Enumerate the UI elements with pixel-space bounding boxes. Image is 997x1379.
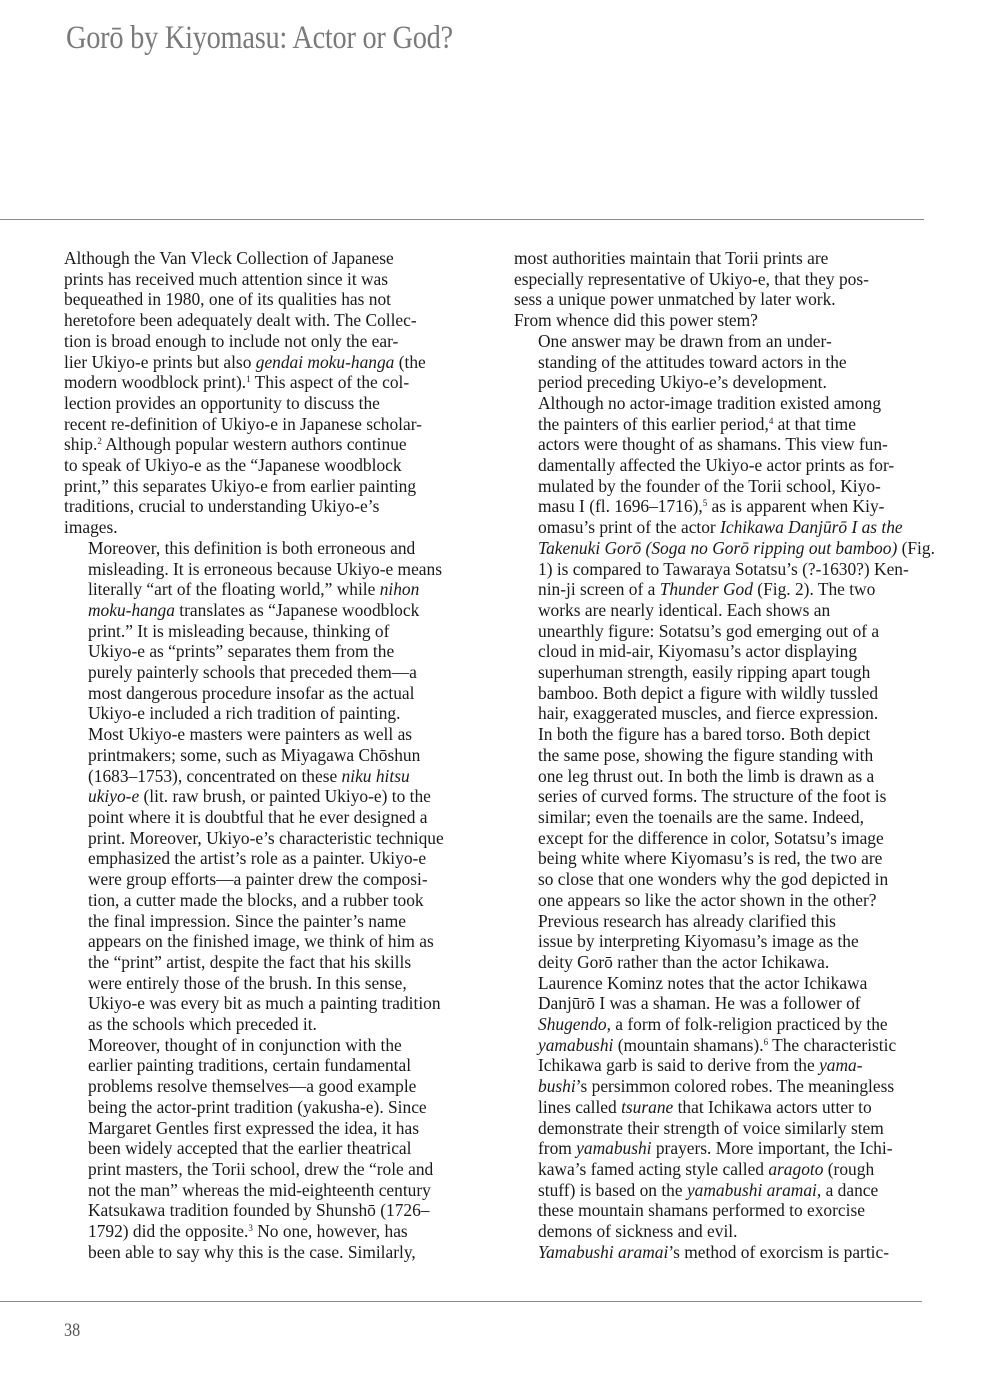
text-line: masu I (fl. 1696–1716),$^5$ as is apparent when Kiy- — [538, 496, 885, 517]
text-line: In both the figure has a bared torso. Both depict — [538, 724, 871, 745]
text-line: works are nearly identical. Each shows an — [538, 599, 831, 620]
text-line: lier Ukiyo-e prints but also gendai moku-hanga (the — [64, 351, 426, 372]
text-line: kawa’s famed acting style called aragoto (rough — [538, 1158, 875, 1179]
text-line: earlier painting traditions, certain fundamental — [88, 1055, 412, 1076]
page-number: 38 — [64, 1320, 81, 1341]
text-line: lection provides an opportunity to discuss the — [64, 392, 380, 413]
text-line: Yamabushi aramai’s method of exorcism is partic- — [538, 1241, 890, 1262]
text-line: point where it is doubtful that he ever designed a — [88, 806, 428, 827]
text-line: Ukiyo-e was every bit as much a painting tradition — [88, 993, 441, 1014]
text-line: Although no actor-image tradition existed among — [538, 392, 882, 413]
text-line: nin-ji screen of a Thunder God (Fig. 2). The two — [538, 579, 876, 600]
text-line: Moreover, thought of in conjunction with the — [88, 1034, 402, 1055]
paragraph — [514, 248, 924, 331]
right-text-column — [514, 248, 935, 1262]
text-line: print.” It is misleading because, thinking of — [88, 620, 390, 641]
text-line: print masters, the Torii school, drew the “role and — [88, 1158, 434, 1179]
text-line: purely painterly schools that preceded them—a — [88, 662, 417, 683]
paragraph — [514, 911, 924, 1242]
text-line: similar; even the toenails are the same. Indeed, — [538, 806, 864, 827]
text-line: stuff) is based on the yamabushi aramai, a dance — [538, 1179, 879, 1200]
text-line: bamboo. Both depict a figure with wildly tussled — [538, 682, 879, 703]
paragraph — [64, 1035, 474, 1263]
text-line: Laurence Kominz notes that the actor Ichikawa — [538, 972, 868, 993]
text-line: (1683–1753), concentrated on these niku hitsu — [88, 765, 410, 786]
left-text-column — [64, 248, 474, 1262]
text-line: recent re-definition of Ukiyo-e in Japanese scholar- — [64, 413, 422, 434]
text-line: mulated by the founder of the Torii school, Kiyo- — [538, 475, 881, 496]
text-line: Previous research has already clarified this — [538, 910, 836, 931]
text-line: Takenuki Gorō (Soga no Gorō ripping out bamboo) (Fig. — [538, 537, 935, 558]
text-line: Margaret Gentles first expressed the idea, it has — [88, 1117, 419, 1138]
text-line: printmakers; some, such as Miyagawa Chōshun — [88, 744, 421, 765]
text-line: the “print” artist, despite the fact that his skills — [88, 951, 412, 972]
text-line: as the schools which preceded it. — [88, 1014, 317, 1035]
footer-divider — [0, 1301, 922, 1302]
text-line: heretofore been adequately dealt with. The Collec- — [64, 310, 417, 331]
text-line: been able to say why this is the case. Similarly, — [88, 1241, 416, 1262]
text-line: traditions, crucial to understanding Ukiyo-e’s — [64, 496, 380, 517]
text-line: omasu’s print of the actor Ichikawa Danjūrō I as the — [538, 517, 903, 538]
text-line: series of curved forms. The structure of the foot is — [538, 786, 887, 807]
header-divider — [0, 219, 924, 220]
text-line: from yamabushi prayers. More important, the Ichi- — [538, 1138, 893, 1159]
text-line: One answer may be drawn from an under- — [538, 330, 832, 351]
text-line: yamabushi (mountain shamans).$^6$ The characteristic — [538, 1034, 897, 1055]
text-line: unearthly figure: Sotatsu’s god emerging out of a — [538, 620, 880, 641]
text-line: being the actor-print tradition (yakusha-e). Since — [88, 1096, 427, 1117]
text-line: Moreover, this definition is both erroneous and — [88, 537, 416, 558]
text-line: bushi’s persimmon colored robes. The meaningless — [538, 1076, 895, 1097]
text-line: Ukiyo-e included a rich tradition of painting. — [88, 703, 401, 724]
text-line: emphasized the artist’s role as a painter. Ukiyo-e — [88, 848, 427, 869]
text-line: the final impression. Since the painter’s name — [88, 910, 406, 931]
text-line: prints has received much attention since it was — [64, 268, 389, 289]
text-line: bequeathed in 1980, one of its qualities has not — [64, 289, 391, 310]
text-line: deity Gorō rather than the actor Ichikawa. — [538, 951, 830, 972]
text-line: problems resolve themselves—a good example — [88, 1076, 417, 1097]
text-line: Ichikawa garb is said to derive from the yama- — [538, 1055, 863, 1076]
text-line: to speak of Ukiyo-e as the “Japanese woodblock — [64, 455, 402, 476]
text-line: being white where Kiyomasu’s is red, the two are — [538, 848, 883, 869]
text-line: misleading. It is erroneous because Ukiyo-e means — [88, 558, 442, 579]
text-line: print,” this separates Ukiyo-e from earlier painting — [64, 475, 417, 496]
text-line: Most Ukiyo-e masters were painters as well as — [88, 724, 413, 745]
text-line: Danjūrō I was a shaman. He was a follower of — [538, 993, 861, 1014]
text-line: literally “art of the floating world,” while nihon — [88, 579, 420, 600]
text-line: the painters of this earlier period,$^4$ at that time — [538, 413, 856, 434]
text-line: the same pose, showing the figure standing with — [538, 744, 874, 765]
text-line: demonstrate their strength of voice similarly stem — [538, 1117, 884, 1138]
paragraph — [64, 538, 474, 724]
text-line: 1) is compared to Tawaraya Sotatsu’s (?-1630?) Ken- — [538, 558, 909, 579]
text-line: modern woodblock print).$^1$ This aspect of the col- — [64, 372, 410, 393]
text-line: except for the difference in color, Sotatsu’s image — [538, 827, 884, 848]
text-line: standing of the attitudes toward actors in the — [538, 351, 847, 372]
text-line: sess a unique power unmatched by later work. — [514, 289, 836, 310]
text-line: ukiyo-e (lit. raw brush, or painted Ukiyo-e) to the — [88, 786, 431, 807]
text-line: Ukiyo-e as “prints” separates them from the — [88, 641, 395, 662]
text-line: tion is broad enough to include not only the ear- — [64, 330, 399, 351]
text-line: were entirely those of the brush. In this sense, — [88, 972, 407, 993]
text-line: were group efforts—a painter drew the composi- — [88, 869, 428, 890]
paragraph — [64, 248, 474, 538]
text-line: actors were thought of as shamans. This view fun- — [538, 434, 888, 455]
text-line: one appears so like the actor shown in the other? — [538, 889, 877, 910]
text-line: cloud in mid-air, Kiyomasu’s actor displaying — [538, 641, 858, 662]
text-line: appears on the finished image, we think of him as — [88, 931, 434, 952]
text-line: Although the Van Vleck Collection of Japanese — [64, 248, 394, 268]
text-line: demons of sickness and evil. — [538, 1221, 738, 1242]
text-line: Katsukawa tradition founded by Shunshō (1726– — [88, 1200, 430, 1221]
text-line: moku-hanga translates as “Japanese woodblock — [88, 599, 420, 620]
text-line: From whence did this power stem? — [514, 310, 758, 331]
article-title: Gorō by Kiyomasu: Actor or God? — [66, 20, 453, 56]
text-line: images. — [64, 517, 118, 538]
text-line: damentally affected the Ukiyo-e actor prints as for- — [538, 455, 895, 476]
text-line: lines called tsurane that Ichikawa actors utter to — [538, 1096, 872, 1117]
text-line: most authorities maintain that Torii prints are — [514, 248, 829, 268]
text-line: period preceding Ukiyo-e’s development. — [538, 372, 827, 393]
text-line: hair, exaggerated muscles, and fierce expression. — [538, 703, 879, 724]
paragraph — [64, 724, 474, 1035]
text-line: especially representative of Ukiyo-e, that they pos- — [514, 268, 869, 289]
paragraph — [514, 1242, 924, 1263]
text-line: 1792) did the opposite.$^3$ No one, however, has — [88, 1221, 408, 1242]
text-line: not the man” whereas the mid-eighteenth century — [88, 1179, 431, 1200]
text-line: superhuman strength, easily ripping apart tough — [538, 662, 871, 683]
text-line: Shugendo, a form of folk-religion practiced by the — [538, 1014, 888, 1035]
text-line: print. Moreover, Ukiyo-e’s characteristic technique — [88, 827, 444, 848]
text-line: issue by interpreting Kiyomasu’s image as the — [538, 931, 859, 952]
paragraph — [514, 330, 935, 911]
text-line: these mountain shamans performed to exorcise — [538, 1200, 865, 1221]
text-line: ship.$^2$ Although popular western authors continue — [64, 434, 407, 455]
text-line: so close that one wonders why the god depicted in — [538, 869, 889, 890]
text-line: been widely accepted that the earlier theatrical — [88, 1138, 412, 1159]
text-line: one leg thrust out. In both the limb is drawn as a — [538, 765, 875, 786]
text-line: tion, a cutter made the blocks, and a rubber took — [88, 889, 424, 910]
text-line: most dangerous procedure insofar as the actual — [88, 682, 415, 703]
